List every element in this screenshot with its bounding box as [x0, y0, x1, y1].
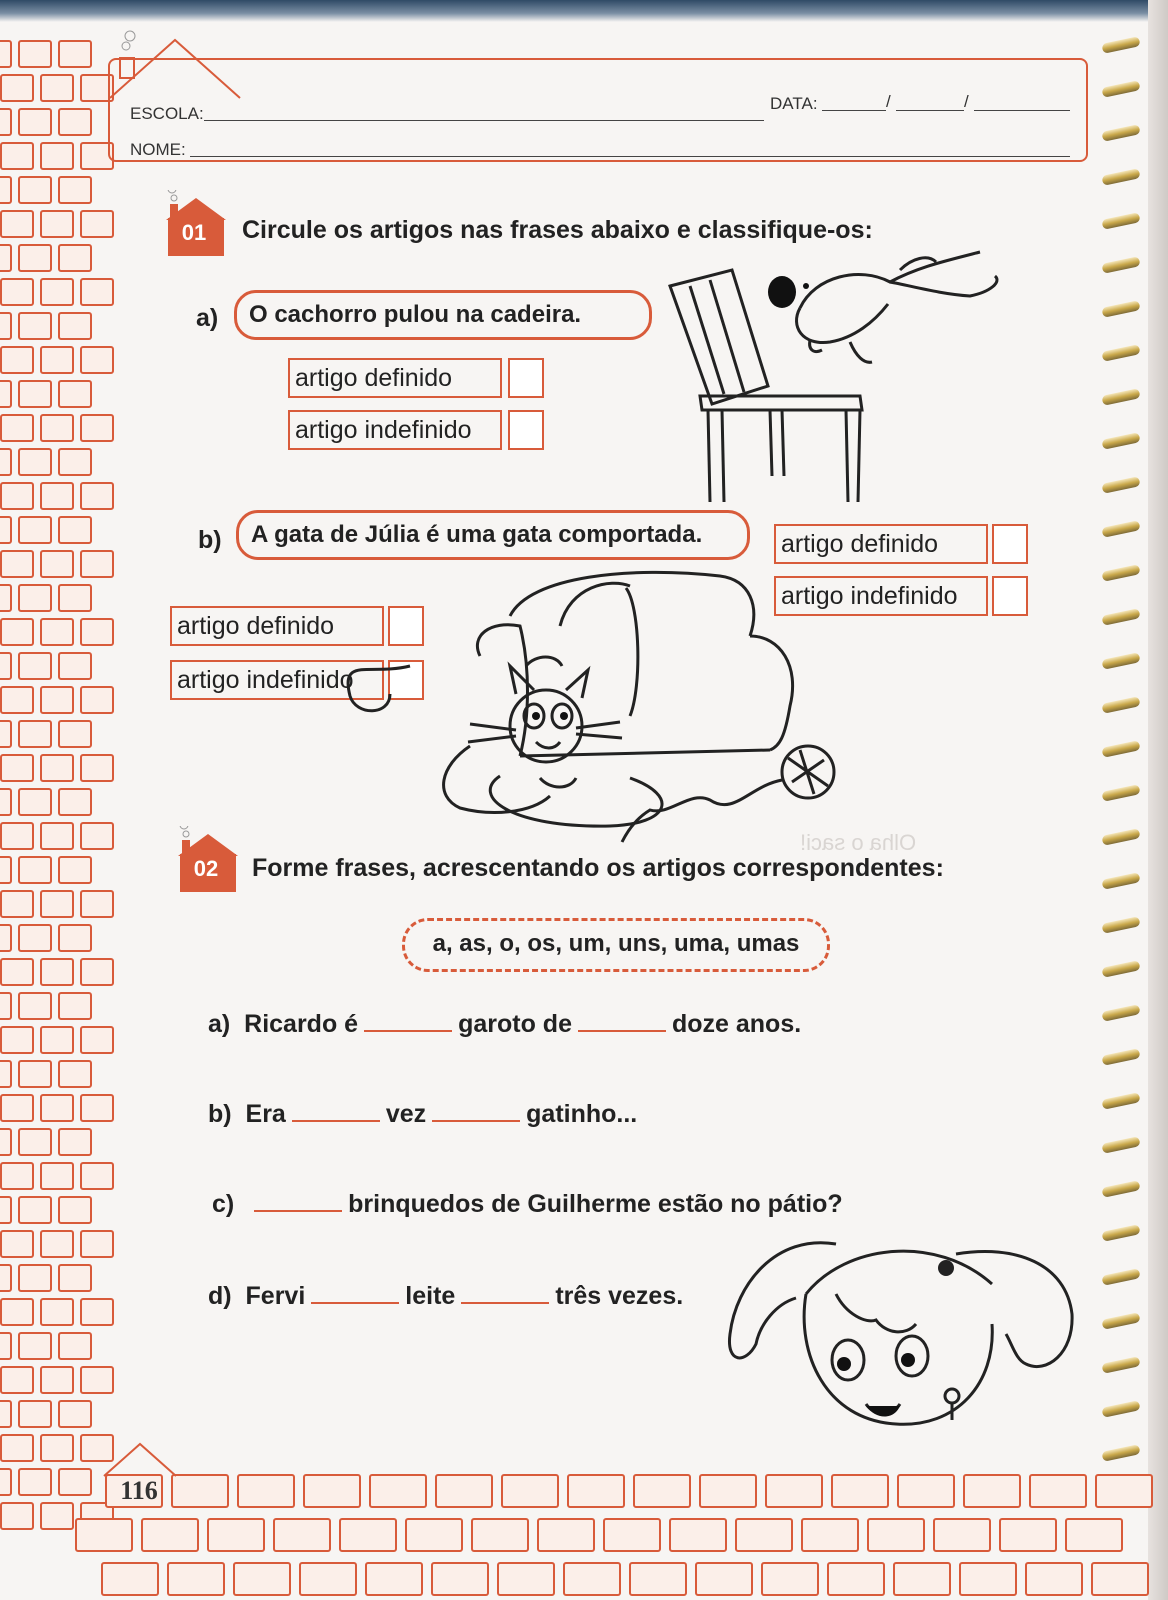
- brick: [40, 278, 74, 306]
- brick: [58, 652, 92, 680]
- spiral-coil: [1101, 652, 1140, 670]
- spiral-coil: [1101, 80, 1140, 98]
- brick: [40, 550, 74, 578]
- school-field[interactable]: [204, 120, 764, 121]
- brick: [40, 414, 74, 442]
- section-badge-02: 02: [176, 826, 236, 882]
- brick: [0, 380, 12, 408]
- brick: [18, 40, 52, 68]
- date-separator: /: [964, 92, 969, 111]
- brick: [58, 176, 92, 204]
- brick: [405, 1518, 463, 1552]
- brick: [40, 1434, 74, 1462]
- brick: [18, 380, 52, 408]
- brick: [0, 924, 12, 952]
- brick: [867, 1518, 925, 1552]
- brick: [40, 142, 74, 170]
- brick: [0, 346, 34, 374]
- brick: [537, 1518, 595, 1552]
- blank-input[interactable]: [311, 1282, 399, 1304]
- blank-input[interactable]: [578, 1010, 666, 1032]
- brick: [40, 618, 74, 646]
- brick: [0, 176, 12, 204]
- brick: [40, 890, 74, 918]
- brick: [58, 1400, 92, 1428]
- brick: [80, 1094, 114, 1122]
- brick: [18, 1060, 52, 1088]
- brick: [0, 584, 12, 612]
- blank-input[interactable]: [364, 1010, 452, 1032]
- brick: [893, 1562, 951, 1596]
- brick: [40, 1502, 74, 1530]
- brick: [0, 516, 12, 544]
- school-label: ESCOLA:: [130, 104, 204, 123]
- spiral-coil: [1101, 784, 1140, 802]
- brick: [80, 482, 114, 510]
- brick: [40, 822, 74, 850]
- spiral-binding: [1100, 40, 1140, 1520]
- brick: [58, 1332, 92, 1360]
- brick: [18, 720, 52, 748]
- brick: [58, 1468, 92, 1496]
- brick: [40, 958, 74, 986]
- brick: [58, 992, 92, 1020]
- brick: [303, 1474, 361, 1508]
- spiral-coil: [1101, 872, 1140, 890]
- brick: [80, 278, 114, 306]
- blank-input[interactable]: [254, 1190, 342, 1212]
- brick: [0, 958, 34, 986]
- brick: [435, 1474, 493, 1508]
- checkbox[interactable]: [508, 410, 544, 450]
- brick: [0, 720, 12, 748]
- brick: [141, 1518, 199, 1552]
- brick: [40, 686, 74, 714]
- blank-input[interactable]: [292, 1100, 380, 1122]
- brick: [831, 1474, 889, 1508]
- bleed-through-text: Olha o saci!: [800, 830, 917, 855]
- spiral-coil: [1101, 1004, 1140, 1022]
- date-day-field[interactable]: [822, 110, 886, 111]
- brick: [58, 924, 92, 952]
- brick: [0, 618, 34, 646]
- spiral-coil: [1101, 1268, 1140, 1286]
- brick: [58, 1264, 92, 1292]
- brick: [171, 1474, 229, 1508]
- section1-instruction: Circule os artigos nas frases abaixo e classifique-os:: [242, 216, 873, 244]
- brick: [80, 1298, 114, 1326]
- section2-instruction: Forme frases, acrescentando os artigos correspondentes:: [252, 854, 944, 882]
- blank-input[interactable]: [432, 1100, 520, 1122]
- brick: [0, 1230, 34, 1258]
- brick: [40, 210, 74, 238]
- brick: [761, 1562, 819, 1596]
- spiral-coil: [1101, 476, 1140, 494]
- brick: [18, 244, 52, 272]
- spiral-coil: [1101, 1356, 1140, 1374]
- brick: [18, 652, 52, 680]
- spiral-coil: [1101, 1400, 1140, 1418]
- brick: [80, 822, 114, 850]
- fill-item-b: b) Era vez gatinho...: [208, 1100, 638, 1128]
- checkbox[interactable]: [508, 358, 544, 398]
- brick: [18, 1128, 52, 1156]
- brick: [0, 890, 34, 918]
- brick: [58, 312, 92, 340]
- spiral-coil: [1101, 1224, 1140, 1242]
- brick: [0, 414, 34, 442]
- brick: [0, 448, 12, 476]
- brick: [0, 40, 12, 68]
- spiral-coil: [1101, 740, 1140, 758]
- brick: [101, 1562, 159, 1596]
- blank-input[interactable]: [461, 1282, 549, 1304]
- brick: [0, 1128, 12, 1156]
- brick: [58, 108, 92, 136]
- brick: [58, 40, 92, 68]
- spiral-coil: [1101, 344, 1140, 362]
- brick: [273, 1518, 331, 1552]
- brick: [18, 1196, 52, 1224]
- brick: [80, 1230, 114, 1258]
- brick: [0, 1026, 34, 1054]
- brick: [0, 1094, 34, 1122]
- brick: [0, 822, 34, 850]
- spiral-coil: [1101, 168, 1140, 186]
- brick: [58, 1128, 92, 1156]
- spiral-coil: [1101, 608, 1140, 626]
- section-badge-01: 01: [164, 190, 224, 246]
- checkbox[interactable]: [992, 524, 1028, 564]
- brick: [80, 1162, 114, 1190]
- date-month-field[interactable]: [896, 110, 964, 111]
- brick: [58, 584, 92, 612]
- brick: [18, 992, 52, 1020]
- brick: [58, 788, 92, 816]
- brick: [18, 856, 52, 884]
- brick: [80, 210, 114, 238]
- spiral-coil: [1101, 300, 1140, 318]
- brick: [0, 312, 12, 340]
- brick: [58, 856, 92, 884]
- spiral-coil: [1101, 432, 1140, 450]
- spiral-coil: [1101, 36, 1140, 54]
- brick: [0, 244, 12, 272]
- brick: [80, 346, 114, 374]
- right-edge: [1148, 0, 1168, 1600]
- brick: [40, 1230, 74, 1258]
- girl-face-illustration: [716, 1224, 1076, 1434]
- brick: [339, 1518, 397, 1552]
- spiral-coil: [1101, 564, 1140, 582]
- brick: [40, 74, 74, 102]
- brick: [237, 1474, 295, 1508]
- brick: [0, 210, 34, 238]
- brick: [80, 958, 114, 986]
- brick: [80, 890, 114, 918]
- brick: [40, 1026, 74, 1054]
- spiral-coil: [1101, 212, 1140, 230]
- brick: [801, 1518, 859, 1552]
- brick: [18, 176, 52, 204]
- brick: [0, 108, 12, 136]
- spiral-coil: [1101, 1444, 1140, 1462]
- brick: [40, 754, 74, 782]
- brick: [765, 1474, 823, 1508]
- item-b-letter: b): [198, 526, 222, 554]
- date-label: DATA:: [770, 94, 818, 113]
- brick: [897, 1474, 955, 1508]
- brick: [0, 1434, 34, 1462]
- top-edge: [0, 0, 1168, 22]
- brick: [58, 244, 92, 272]
- brick: [18, 924, 52, 952]
- spiral-coil: [1101, 1136, 1140, 1154]
- brick: [80, 618, 114, 646]
- brick: [431, 1562, 489, 1596]
- spiral-coil: [1101, 916, 1140, 934]
- brick: [0, 1196, 12, 1224]
- worksheet-page: Olha o saci! ESCOLA: DATA: / / NOME: 01 Circule os artigos nas frases abaixo e classifique-os: a) O cachorro pulou na cadeira. artigo definido artigo indefinido b) A gata de Júlia é uma gata comportada. artigo definido artigo indefinido artigo definido artigo indefinido 02 Forme frases, acrescentando os artigos correspondentes: a, as, o, os, um, uns, uma, umas a) Ricardo é garoto de doze anos. b) Era vez gatinho... c) brinquedos de Guilherme estão no pátio? d) Fervi leite três vezes. 116: [0, 0, 1168, 1600]
- brick: [999, 1518, 1057, 1552]
- brick: [0, 754, 34, 782]
- brick: [18, 516, 52, 544]
- brick: [0, 1400, 12, 1428]
- brick: [58, 380, 92, 408]
- brick: [0, 788, 12, 816]
- brick: [0, 652, 12, 680]
- fill-item-c: c) brinquedos de Guilherme estão no pátio?: [212, 1190, 843, 1218]
- brick: [669, 1518, 727, 1552]
- brick: [75, 1518, 133, 1552]
- brick: [80, 550, 114, 578]
- brick: [1025, 1562, 1083, 1596]
- item-a-letter: a): [196, 304, 219, 332]
- brick: [0, 1162, 34, 1190]
- brick: [58, 448, 92, 476]
- brick: [58, 720, 92, 748]
- brick: [40, 1298, 74, 1326]
- brick: [18, 1264, 52, 1292]
- brick: [963, 1474, 1021, 1508]
- bottom-brick-border: [95, 1500, 1155, 1600]
- brick: [18, 108, 52, 136]
- spiral-coil: [1101, 1092, 1140, 1110]
- brick: [58, 1060, 92, 1088]
- brick: [0, 142, 34, 170]
- brick: [0, 1468, 12, 1496]
- article-list: a, as, o, os, um, uns, uma, umas: [402, 918, 830, 972]
- brick: [633, 1474, 691, 1508]
- date-separator: /: [886, 92, 891, 111]
- fill-item-a: a) Ricardo é garoto de doze anos.: [208, 1010, 802, 1038]
- brick: [80, 1026, 114, 1054]
- brick: [827, 1562, 885, 1596]
- brick: [0, 1332, 12, 1360]
- brick: [629, 1562, 687, 1596]
- cat-armchair-illustration: [330, 566, 850, 846]
- brick: [58, 1196, 92, 1224]
- brick: [233, 1562, 291, 1596]
- left-brick-border: [0, 40, 112, 1560]
- brick: [1091, 1562, 1149, 1596]
- brick: [0, 1298, 34, 1326]
- brick: [0, 1264, 12, 1292]
- brick: [0, 686, 34, 714]
- spiral-coil: [1101, 696, 1140, 714]
- brick: [58, 516, 92, 544]
- brick: [501, 1474, 559, 1508]
- brick: [959, 1562, 1017, 1596]
- page-number: 116: [120, 1476, 158, 1505]
- brick: [695, 1562, 753, 1596]
- brick: [0, 992, 12, 1020]
- brick: [735, 1518, 793, 1552]
- brick: [471, 1518, 529, 1552]
- brick: [18, 1468, 52, 1496]
- spiral-coil: [1101, 1048, 1140, 1066]
- brick: [18, 1332, 52, 1360]
- spiral-coil: [1101, 960, 1140, 978]
- spiral-coil: [1101, 1312, 1140, 1330]
- brick: [80, 414, 114, 442]
- spiral-coil: [1101, 828, 1140, 846]
- brick: [18, 584, 52, 612]
- brick: [1065, 1518, 1123, 1552]
- brick: [40, 482, 74, 510]
- brick: [40, 1162, 74, 1190]
- brick: [80, 686, 114, 714]
- date-year-field[interactable]: [974, 110, 1070, 111]
- brick: [207, 1518, 265, 1552]
- brick: [18, 448, 52, 476]
- brick: [603, 1518, 661, 1552]
- brick: [0, 1060, 12, 1088]
- brick: [567, 1474, 625, 1508]
- brick: [18, 788, 52, 816]
- brick: [40, 346, 74, 374]
- spiral-coil: [1101, 256, 1140, 274]
- brick: [369, 1474, 427, 1508]
- brick: [0, 482, 34, 510]
- brick: [299, 1562, 357, 1596]
- spiral-coil: [1101, 520, 1140, 538]
- brick: [1029, 1474, 1087, 1508]
- brick: [18, 1400, 52, 1428]
- item-a-sentence[interactable]: O cachorro pulou na cadeira.: [234, 290, 652, 340]
- spiral-coil: [1101, 1180, 1140, 1198]
- brick: [80, 754, 114, 782]
- brick: [0, 1502, 34, 1530]
- spiral-coil: [1101, 388, 1140, 406]
- brick: [933, 1518, 991, 1552]
- brick: [0, 550, 34, 578]
- brick: [497, 1562, 555, 1596]
- brick: [365, 1562, 423, 1596]
- brick: [167, 1562, 225, 1596]
- name-label: NOME:: [130, 140, 186, 159]
- brick: [699, 1474, 757, 1508]
- brick: [40, 1366, 74, 1394]
- brick: [0, 74, 34, 102]
- brick: [40, 1094, 74, 1122]
- item-b-sentence[interactable]: A gata de Júlia é uma gata comportada.: [236, 510, 750, 560]
- brick: [18, 312, 52, 340]
- name-field[interactable]: [190, 156, 1070, 157]
- spiral-coil: [1101, 124, 1140, 142]
- brick: [563, 1562, 621, 1596]
- brick: [80, 1366, 114, 1394]
- brick: [0, 278, 34, 306]
- checkbox[interactable]: [992, 576, 1028, 616]
- fill-item-d: d) Fervi leite três vezes.: [208, 1282, 684, 1310]
- brick: [0, 1366, 34, 1394]
- brick: [0, 856, 12, 884]
- dog-on-chair-illustration: [650, 246, 1010, 506]
